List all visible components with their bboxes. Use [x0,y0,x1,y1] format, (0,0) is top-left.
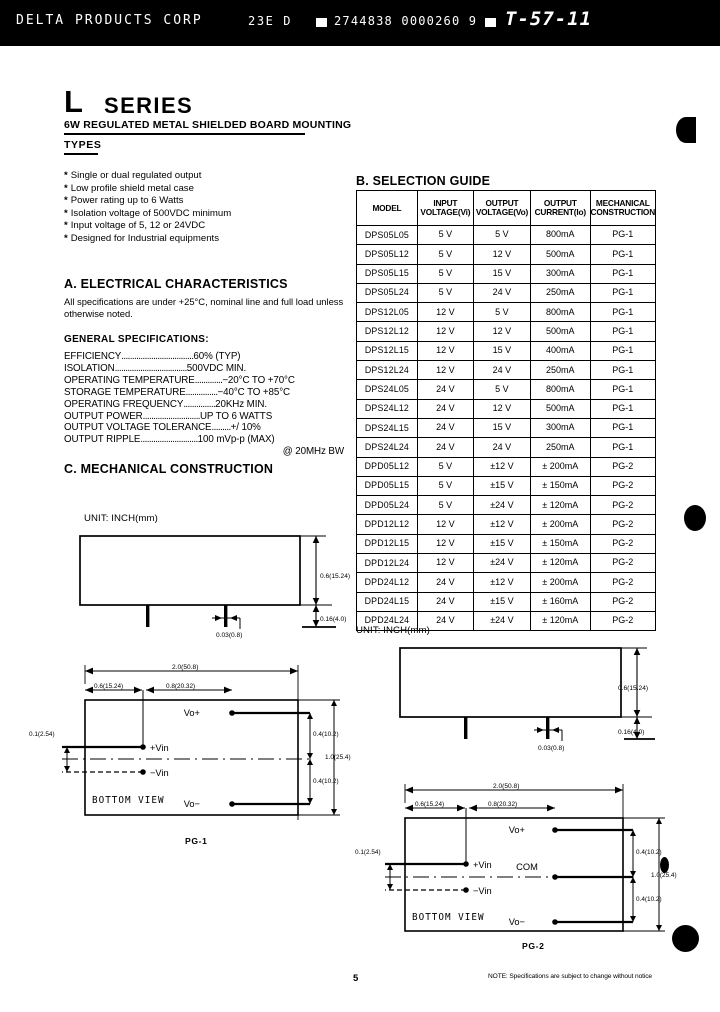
list-item: * Isolation voltage of 500VDC minimum [64,207,232,219]
cell-output-current: ± 150mA [531,476,591,495]
cell-input-voltage: 24 V [417,380,473,399]
table-row [357,418,656,437]
column-header-output-current: OUTPUT CURRENT(Io) [531,191,591,226]
general-specifications-list [64,351,348,458]
cell-output-voltage: 24 V [473,283,530,302]
cell-input-voltage: 12 V [417,554,473,573]
cell-output-current: 500mA [531,399,591,418]
pg1-dim-left-pitch: 0.6(15.24) [94,683,124,690]
pg2-dim-left-pitch: 0.6(15.24) [415,801,445,808]
cell-output-current: 300mA [531,264,591,283]
table-row [357,303,656,322]
page-title-series-letter: L [64,84,82,119]
pg1-pin-label-vo-minus: Vo− [183,799,200,809]
table-row [357,573,656,592]
page-subtitle: 6W REGULATED METAL SHIELDED BOARD MOUNTING [64,119,352,131]
pg2-pin-label-vin-minus: −Vin [473,886,492,896]
asterisk-icon: * [64,232,68,244]
column-header-output-voltage: OUTPUT VOLTAGE(Vo) [473,191,530,226]
cell-output-voltage: ±15 V [473,476,530,495]
cell-output-voltage: ±24 V [473,611,530,630]
table-row [357,322,656,341]
cell-input-voltage: 24 V [417,418,473,437]
spec-row: OPERATING FREQUENCY...............20KHz MIN. [64,398,267,410]
cell-model: DPS05L05 [357,226,418,245]
cell-model: DPS12L24 [357,361,418,380]
cell-input-voltage: 12 V [417,303,473,322]
cell-model: DPS24L05 [357,380,418,399]
table-row [357,515,656,534]
cell-mechanical-construction: PG-1 [590,399,655,418]
cell-mechanical-construction: PG-1 [590,303,655,322]
table-row [357,380,656,399]
film-company-name: DELTA PRODUCTS CORP [16,13,203,28]
pg1-view-label: BOTTOM VIEW [92,795,165,806]
film-marker-square-left [316,18,327,27]
table-row [357,476,656,495]
cell-input-voltage: 5 V [417,476,473,495]
cell-input-voltage: 12 V [417,322,473,341]
table-row [357,592,656,611]
scan-artifact-blob [684,505,706,531]
film-marker-square-right [485,18,496,27]
spec-row: ISOLATION..................................500VDC MIN. [64,362,247,374]
cell-output-voltage: 12 V [473,245,530,264]
list-item: * Single or dual regulated output [64,170,202,181]
cell-model: DPS12L05 [357,303,418,322]
pg1-dim-pin-width: 0.03(0.8) [216,632,243,639]
cell-output-voltage: ±12 V [473,515,530,534]
table-row [357,341,656,360]
pg2-pin-label-vo-plus: Vo+ [508,825,525,835]
cell-model: DPD05L12 [357,457,418,476]
cell-output-current: 400mA [531,341,591,360]
footer-note: NOTE: Specifications are subject to change without notice [488,973,652,980]
pg1-dim-lower-gap: 0.4(10.2) [313,778,339,785]
section-a-note: All specifications are under +25°C, nominal line and full load unless otherwise noted. [64,296,344,319]
cell-model: DPS05L15 [357,264,418,283]
cell-input-voltage: 5 V [417,245,473,264]
spec-row: OPERATING TEMPERATURE.............−20°C TO +70°C [64,374,295,386]
column-header-model: MODEL [357,191,418,226]
unit-label-pg2: UNIT: INCH(mm) [356,625,430,636]
table-row [357,264,656,283]
pg1-dim-pin-length: 0.16(4.0) [320,616,347,623]
list-item: * Input voltage of 5, 12 or 24VDC [64,220,206,232]
cell-input-voltage: 5 V [417,283,473,302]
pg2-pin-label-vin-plus: +Vin [473,860,492,870]
cell-output-current: 250mA [531,438,591,457]
cell-output-voltage: 5 V [473,303,530,322]
list-item: * Low profile shield metal case [64,182,194,194]
cell-output-voltage: ±15 V [473,592,530,611]
cell-model: DPS24L12 [357,399,418,418]
cell-model: DPS12L12 [357,322,418,341]
cell-input-voltage: 24 V [417,573,473,592]
asterisk-icon: * [64,195,68,207]
cell-mechanical-construction: PG-1 [590,438,655,457]
cell-output-voltage: 5 V [473,226,530,245]
pg2-caption: PG-2 [522,941,545,951]
table-row [357,534,656,553]
cell-output-voltage: 24 V [473,438,530,457]
cell-model: DPD05L24 [357,496,418,515]
cell-input-voltage: 12 V [417,515,473,534]
cell-mechanical-construction: PG-1 [590,380,655,399]
pg1-dim-pin-gap: 0.1(2.54) [29,731,55,738]
cell-model: DPD12L24 [357,554,418,573]
section-a-heading: A. ELECTRICAL CHARACTERISTICS [64,277,288,291]
pg1-pin-label-vin-minus: −Vin [150,768,169,778]
film-handwritten-code: T-57-11 [505,8,593,30]
cell-output-current: 500mA [531,245,591,264]
cell-output-current: 800mA [531,226,591,245]
cell-model: DPS24L15 [357,418,418,437]
cell-mechanical-construction: PG-1 [590,264,655,283]
scan-artifact-blob [676,117,696,143]
cell-mechanical-construction: PG-2 [590,515,655,534]
cell-mechanical-construction: PG-2 [590,476,655,495]
cell-mechanical-construction: PG-1 [590,341,655,360]
feature-list [64,170,334,246]
cell-input-voltage: 5 V [417,496,473,515]
cell-output-current: 250mA [531,283,591,302]
film-reel-number: 2744838 0000260 9 [334,14,478,28]
cell-input-voltage: 24 V [417,592,473,611]
types-label: TYPES [64,139,102,151]
spec-row: OUTPUT VOLTAGE TOLERANCE.........+/ 10% [64,422,261,434]
table-row [357,226,656,245]
cell-mechanical-construction: PG-2 [590,554,655,573]
cell-mechanical-construction: PG-2 [590,573,655,592]
pg2-dim-pin-length: 0.16(4.0) [618,729,645,736]
column-header-mechanical-construction: MECHANICAL CONSTRUCTION [590,191,655,226]
cell-output-voltage: ±24 V [473,496,530,515]
general-specifications-label: GENERAL SPECIFICATIONS: [64,334,209,345]
spec-row: OUTPUT RIPPLE...........................100 mVp-p (MAX) [64,434,275,446]
cell-model: DPD24L12 [357,573,418,592]
cell-output-voltage: ±12 V [473,573,530,592]
pg2-view-label: BOTTOM VIEW [412,912,485,923]
pg2-side-view-drawing [356,642,656,754]
page-title-series-word: SERIES [104,93,194,118]
pg2-pin-label-com: COM [516,862,538,872]
cell-mechanical-construction: PG-1 [590,283,655,302]
pg2-dim-lower-gap: 0.4(10.2) [636,896,662,903]
cell-model: DPS05L12 [357,245,418,264]
cell-output-voltage: 15 V [473,264,530,283]
cell-mechanical-construction: PG-2 [590,611,655,630]
pg1-dim-right-pitch: 0.8(20.32) [166,683,196,690]
cell-input-voltage: 12 V [417,534,473,553]
cell-input-voltage: 5 V [417,226,473,245]
pg1-caption: PG-1 [185,836,208,846]
table-row [357,554,656,573]
pg2-dim-upper-gap: 0.4(10.2) [636,849,662,856]
cell-output-current: 800mA [531,380,591,399]
cell-input-voltage: 5 V [417,264,473,283]
cell-model: DPD12L12 [357,515,418,534]
list-item: * Power rating up to 6 Watts [64,195,184,207]
cell-output-voltage: 15 V [473,341,530,360]
cell-mechanical-construction: PG-1 [590,322,655,341]
cell-output-current: ± 120mA [531,496,591,515]
asterisk-icon: * [64,207,68,219]
cell-output-voltage: 5 V [473,380,530,399]
pg1-dim-overall-width: 2.0(50.8) [172,664,199,671]
cell-input-voltage: 12 V [417,341,473,360]
cell-output-current: ± 150mA [531,534,591,553]
table-row [357,496,656,515]
cell-output-voltage: 12 V [473,322,530,341]
cell-input-voltage: 5 V [417,457,473,476]
section-b-heading: B. SELECTION GUIDE [356,174,491,188]
cell-model: DPD24L24 [357,611,418,630]
cell-output-current: 250mA [531,361,591,380]
cell-model: DPS24L24 [357,438,418,457]
cell-output-current: ± 120mA [531,554,591,573]
cell-mechanical-construction: PG-2 [590,496,655,515]
cell-mechanical-construction: PG-1 [590,226,655,245]
pg2-dim-right-pitch: 0.8(20.32) [488,801,518,808]
unit-label-pg1: UNIT: INCH(mm) [84,513,158,524]
cell-input-voltage: 24 V [417,611,473,630]
table-row [357,399,656,418]
pg2-pin-label-vo-minus: Vo− [508,917,525,927]
cell-output-voltage: ±15 V [473,534,530,553]
asterisk-icon: * [64,182,68,194]
cell-output-voltage: 12 V [473,399,530,418]
pg2-bottom-view-drawing [355,780,685,950]
cell-mechanical-construction: PG-1 [590,418,655,437]
list-item: * Designed for Industrial equipments [64,232,219,244]
asterisk-icon: * [64,170,68,181]
pg1-side-view-drawing [64,530,354,640]
microfilm-header-strip [0,0,720,46]
column-header-input-voltage: INPUT VOLTAGE(Vi) [417,191,473,226]
pg1-dim-height: 0.6(15.24) [320,573,351,580]
cell-output-current: ± 160mA [531,592,591,611]
table-row [357,361,656,380]
cell-output-current: ± 120mA [531,611,591,630]
pg2-dim-overall-width: 2.0(50.8) [493,783,520,790]
cell-model: DPD12L15 [357,534,418,553]
selection-guide-table [356,190,656,631]
cell-output-current: ± 200mA [531,515,591,534]
spec-row: STORAGE TEMPERATURE...............−40°C TO +85°C [64,386,291,398]
table-row [357,245,656,264]
table-row [357,283,656,302]
cell-mechanical-construction: PG-1 [590,245,655,264]
cell-input-voltage: 12 V [417,361,473,380]
cell-mechanical-construction: PG-1 [590,361,655,380]
subtitle-divider [64,133,305,135]
cell-mechanical-construction: PG-2 [590,534,655,553]
pg2-dim-pin-gap: 0.1(2.54) [355,849,381,856]
cell-output-voltage: ±24 V [473,554,530,573]
pg1-pin-label-vin-plus: +Vin [150,743,169,753]
cell-model: DPD24L15 [357,592,418,611]
cell-output-voltage: 15 V [473,418,530,437]
film-code: 23E D [248,14,293,28]
cell-output-voltage: 24 V [473,361,530,380]
cell-output-voltage: ±12 V [473,457,530,476]
asterisk-icon: * [64,220,68,232]
section-c-heading: C. MECHANICAL CONSTRUCTION [64,462,274,476]
cell-mechanical-construction: PG-2 [590,592,655,611]
spec-row-continuation: @ 20MHz BW [282,446,344,458]
table-header-row [357,191,656,226]
pg1-dim-overall-depth: 1.0(25.4) [325,754,351,761]
cell-model: DPS12L15 [357,341,418,360]
cell-output-current: 500mA [531,322,591,341]
cell-model: DPS05L24 [357,283,418,302]
spec-row: OUTPUT POWER...........................UP TO 6 WATTS [64,410,273,422]
cell-output-current: ± 200mA [531,457,591,476]
cell-input-voltage: 24 V [417,399,473,418]
cell-model: DPD05L15 [357,476,418,495]
cell-output-current: 300mA [531,418,591,437]
pg2-dim-pin-width: 0.03(0.8) [538,745,565,752]
cell-mechanical-construction: PG-2 [590,457,655,476]
table-row [357,457,656,476]
pg1-bottom-view-drawing [20,660,355,835]
types-divider [64,153,98,155]
cell-output-current: 800mA [531,303,591,322]
pg1-pin-label-vo-plus: Vo+ [183,708,200,718]
selection-guide-body [357,226,656,631]
page-number: 5 [353,973,359,984]
spec-row: EFFICIENCY..................................60% (TYP) [64,351,241,362]
pg2-dim-height: 0.6(15.24) [618,685,649,692]
cell-input-voltage: 24 V [417,438,473,457]
cell-output-current: ± 200mA [531,573,591,592]
pg1-dim-upper-gap: 0.4(10.2) [313,731,339,738]
pg2-dim-overall-depth: 1.0(25.4) [651,872,677,879]
table-row [357,438,656,457]
